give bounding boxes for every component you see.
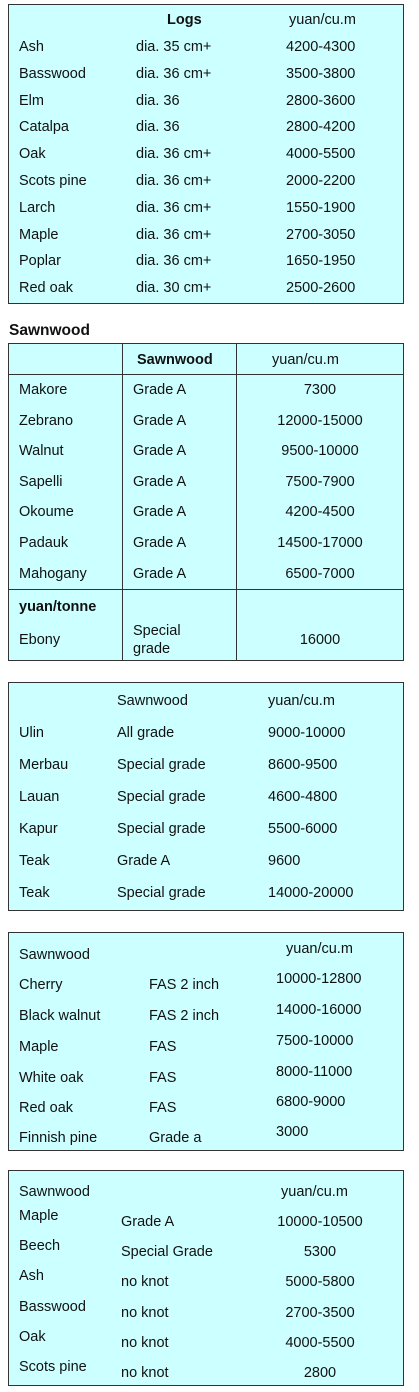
grade-cell: no knot — [121, 1365, 169, 1381]
grade-cell: no knot — [121, 1305, 169, 1321]
spec-cell: dia. 36 cm+ — [136, 226, 212, 243]
price-cell: 9000-10000 — [268, 725, 346, 741]
table2-subheader: yuan/tonne — [19, 599, 97, 615]
price-cell: 8600-9500 — [268, 757, 338, 773]
logs-table — [8, 4, 404, 304]
spec-cell: dia. 36 cm+ — [136, 199, 212, 216]
species-cell: Lauan — [19, 789, 60, 805]
grade-cell: FAS 2 inch — [149, 1008, 220, 1024]
species-cell: Red oak — [19, 1100, 74, 1116]
species-cell: Makore — [19, 382, 68, 398]
species-cell: White oak — [19, 1070, 84, 1086]
price-cell: 5500-6000 — [268, 821, 338, 837]
price-cell: 2000-2200 — [286, 173, 356, 189]
spec-cell: dia. 35 cm+ — [136, 39, 212, 55]
price-cell: 9600 — [268, 853, 301, 869]
price-cell: 3500-3800 — [286, 65, 356, 82]
grade-cell: Grade A — [117, 853, 171, 869]
grade-cell: no knot — [121, 1274, 169, 1290]
species-cell: Merbau — [19, 757, 69, 773]
price-cell: 9500-10000 — [281, 443, 359, 460]
species-cell: Sapelli — [19, 473, 63, 490]
price-cell: 7300 — [303, 382, 337, 398]
logs-price-header: yuan/cu.m — [289, 12, 356, 28]
table2-price-header: yuan/cu.m — [272, 352, 339, 368]
price-cell: 8000-11000 — [276, 1064, 353, 1080]
species-cell: Catalpa — [19, 119, 69, 136]
species-cell: Larch — [19, 199, 56, 216]
species-cell: Finnish pine — [19, 1130, 98, 1146]
species-cell: Maple — [19, 226, 59, 243]
table2-header: Sawnwood — [137, 352, 213, 368]
price-cell: 6800-9000 — [276, 1094, 346, 1110]
spec-cell: dia. 30 cm+ — [136, 280, 212, 297]
price-cell: 10000-12800 — [276, 971, 362, 987]
grade-cell: FAS — [149, 1070, 177, 1086]
price-cell: 2700-3050 — [286, 226, 356, 243]
species-cell: Zebrano — [19, 412, 74, 429]
species-cell: Oak — [19, 146, 46, 163]
grade-cell: Grade a — [149, 1130, 202, 1146]
grade-cell: FAS — [149, 1039, 177, 1055]
sawnwood-section-title: Sawnwood — [9, 322, 90, 339]
section-divider — [9, 589, 403, 590]
price-cell: 2800-4200 — [286, 119, 356, 136]
species-cell: Oak — [19, 1329, 46, 1345]
spec-cell: dia. 36 — [136, 92, 180, 109]
price-cell: 5300 — [303, 1244, 337, 1260]
species-cell: Okoume — [19, 504, 74, 521]
grade-cell: FAS 2 inch — [149, 977, 220, 993]
header-divider — [9, 374, 403, 375]
price-cell: 5000-5800 — [285, 1274, 355, 1290]
price-cell: 14000-20000 — [268, 885, 354, 901]
table5-price-header: yuan/cu.m — [281, 1184, 348, 1200]
grade-cell: Grade A — [133, 443, 187, 460]
table5-header: Sawnwood — [19, 1184, 90, 1200]
species-cell: Maple — [19, 1208, 59, 1224]
grade-cell: Grade A — [133, 535, 187, 551]
ebony-grade-line1: Special — [133, 623, 181, 639]
ebony-name: Ebony — [19, 632, 61, 648]
grade-cell: Special Grade — [121, 1244, 213, 1260]
logs-header: Logs — [167, 12, 202, 28]
grade-cell: FAS — [149, 1100, 177, 1116]
grade-cell: All grade — [117, 725, 175, 741]
grade-cell: Grade A — [133, 473, 187, 490]
species-cell: Cherry — [19, 977, 63, 993]
price-cell: 4200-4300 — [286, 39, 356, 55]
price-cell: 2500-2600 — [286, 280, 356, 297]
species-cell: Elm — [19, 92, 44, 109]
table4-header: Sawnwood — [19, 947, 90, 963]
price-cell: 14500-17000 — [277, 535, 363, 551]
grade-cell: no knot — [121, 1335, 169, 1351]
species-cell: Basswood — [19, 1299, 86, 1315]
price-cell: 10000-10500 — [277, 1214, 363, 1230]
species-cell: Teak — [19, 885, 50, 901]
species-cell: Kapur — [19, 821, 58, 837]
species-cell: Beech — [19, 1238, 61, 1254]
ebony-price: 16000 — [299, 632, 341, 648]
price-cell: 4000-5500 — [285, 1335, 355, 1351]
species-cell: Teak — [19, 853, 50, 869]
grade-cell: Special grade — [117, 885, 206, 901]
spec-cell: dia. 36 cm+ — [136, 253, 212, 270]
grade-cell: Grade A — [121, 1214, 175, 1230]
species-cell: Poplar — [19, 253, 61, 270]
species-cell: Maple — [19, 1039, 59, 1055]
price-cell: 4000-5500 — [286, 146, 356, 163]
table4-price-header: yuan/cu.m — [286, 941, 353, 957]
sawnwood-table-imported — [8, 932, 404, 1151]
spec-cell: dia. 36 cm+ — [136, 173, 212, 189]
grade-cell: Grade A — [133, 412, 187, 429]
table3-header: Sawnwood — [117, 693, 188, 709]
species-cell: Ash — [19, 39, 44, 55]
price-cell: 6500-7000 — [285, 565, 355, 582]
spec-cell: dia. 36 — [136, 119, 180, 136]
price-cell: 1650-1950 — [286, 253, 356, 270]
species-cell: Walnut — [19, 443, 64, 460]
species-cell: Red oak — [19, 280, 74, 297]
sawnwood-table-domestic — [8, 1170, 404, 1386]
price-cell: 4600-4800 — [268, 789, 338, 805]
species-cell: Basswood — [19, 65, 86, 82]
price-cell: 12000-15000 — [277, 412, 363, 429]
grade-cell: Special grade — [117, 821, 206, 837]
species-cell: Scots pine — [19, 1359, 87, 1375]
price-cell: 3000 — [276, 1124, 309, 1140]
species-cell: Ulin — [19, 725, 44, 741]
price-cell: 2800-3600 — [286, 92, 356, 109]
sawnwood-table-grade-a — [8, 343, 404, 661]
species-cell: Padauk — [19, 535, 69, 551]
column-divider — [122, 344, 123, 660]
price-cell: 1550-1900 — [286, 199, 356, 216]
grade-cell: Grade A — [133, 565, 187, 582]
price-cell: 4200-4500 — [285, 504, 355, 521]
grade-cell: Special grade — [117, 789, 206, 805]
price-cell: 7500-7900 — [285, 473, 355, 490]
species-cell: Mahogany — [19, 565, 87, 582]
species-cell: Ash — [19, 1268, 44, 1284]
table3-price-header: yuan/cu.m — [268, 693, 335, 709]
spec-cell: dia. 36 cm+ — [136, 65, 212, 82]
grade-cell: Grade A — [133, 504, 187, 521]
price-cell: 2700-3500 — [285, 1305, 355, 1321]
price-cell: 14000-16000 — [276, 1002, 362, 1018]
ebony-grade-line2: grade — [133, 641, 171, 657]
price-cell: 2800 — [303, 1365, 337, 1381]
spec-cell: dia. 36 cm+ — [136, 146, 212, 163]
grade-cell: Special grade — [117, 757, 206, 773]
sawnwood-table-tropical — [8, 682, 404, 911]
species-cell: Scots pine — [19, 173, 87, 189]
price-cell: 7500-10000 — [276, 1033, 354, 1049]
species-cell: Black walnut — [19, 1008, 101, 1024]
grade-cell: Grade A — [133, 382, 187, 398]
